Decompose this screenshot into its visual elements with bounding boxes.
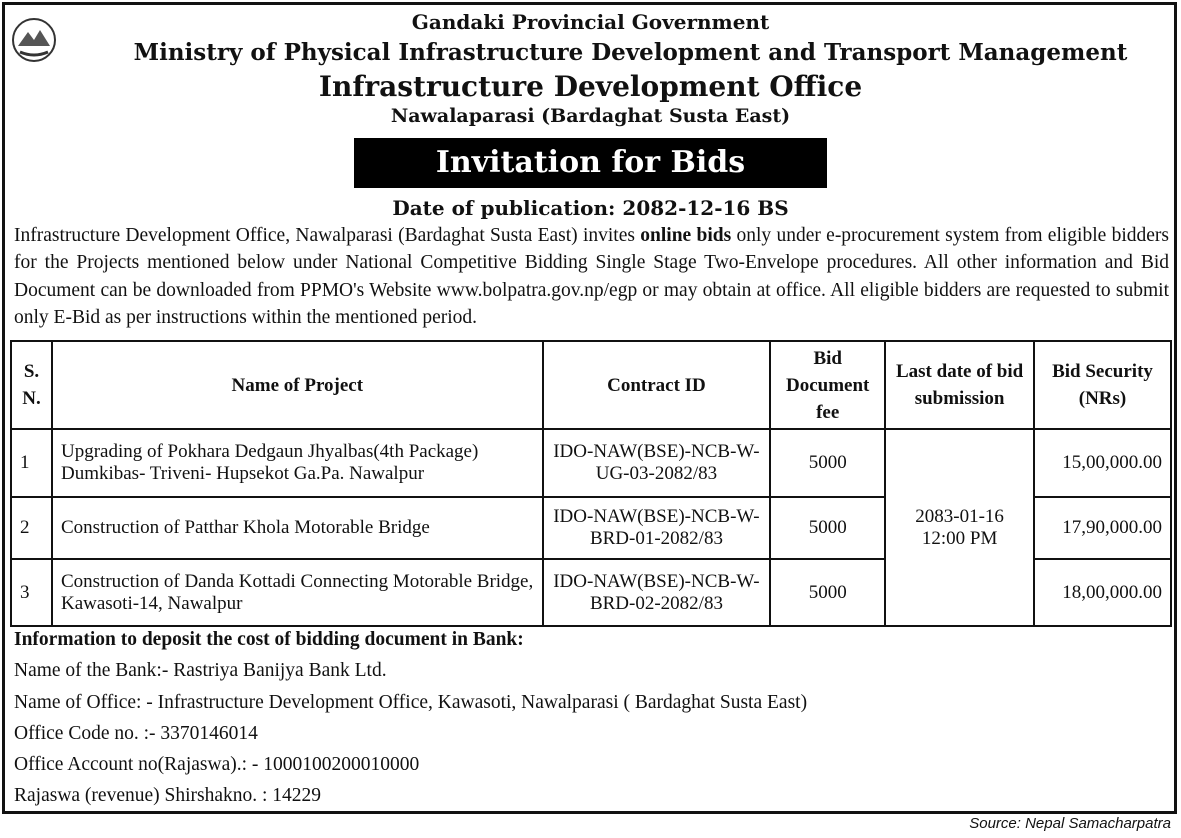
header-project: Name of Project: [52, 341, 543, 429]
last-date: 2083-01-16: [915, 505, 1004, 527]
office-name: Infrastructure Development Office: [318, 70, 863, 103]
office-name-line: Name of Office: - Infrastructure Development Office, Kawasoti, Nawalparasi ( Bardaghat Susta East): [14, 691, 808, 713]
row-contract-id: IDO-NAW(BSE)-NCB-W-BRD-02-2082/83: [543, 559, 771, 626]
government-name: Gandaki Provincial Government: [411, 10, 770, 34]
row-fee: 5000: [770, 429, 885, 497]
bank-name: Name of the Bank:- Rastriya Banijya Bank Ltd.: [14, 660, 387, 682]
header-security: Bid Security (NRs): [1034, 341, 1171, 429]
ministry-name: Ministry of Physical Infrastructure Development and Transport Management: [133, 39, 1128, 66]
row-fee: 5000: [770, 559, 885, 626]
row-security: 17,90,000.00: [1034, 497, 1171, 559]
row-sn: 1: [11, 429, 52, 497]
intro-text-rest: only under e-procurement system from eligible bidders for the Projects mentioned below under National Competitive Bidding Single Stage Two-Envelope procedures. All other information and Bid Document can be downloaded from PPMO's Website www.bolpatra.gov.np/egp or may obtain at office. All eligible bidders are requested to submit only E-Bid as per instructions within the mentioned period.: [14, 225, 1169, 328]
intro-bold: online bids: [640, 225, 732, 246]
intro-text: Infrastructure Development Office, Nawalparasi (Bardaghat Susta East) invites: [14, 225, 641, 246]
row-contract-id: IDO-NAW(BSE)-NCB-W-BRD-01-2082/83: [543, 497, 771, 559]
account-number: Office Account no(Rajaswa).: - 1000100200010000: [14, 754, 420, 776]
row-project: Construction of Danda Kottadi Connecting Motorable Bridge, Kawasoti-14, Nawalpur: [52, 559, 543, 626]
last-date-cell: [885, 429, 1034, 626]
row-project: Construction of Patthar Khola Motorable Bridge: [52, 497, 543, 559]
table-header-row: [11, 341, 1171, 429]
header-sn: S. N.: [11, 341, 52, 429]
header-contract-id: Contract ID: [543, 341, 771, 429]
last-time: 12:00 PM: [921, 527, 998, 549]
row-security: 18,00,000.00: [1034, 559, 1171, 626]
row-project: Upgrading of Pokhara Dedgaun Jhyalbas(4th Package) Dumkibas- Triveni- Hupsekot Ga.Pa. Nawalpur: [52, 429, 543, 497]
row-fee: 5000: [770, 497, 885, 559]
revenue-heading: Rajaswa (revenue) Shirshakno. : 14229: [14, 785, 322, 807]
row-contract-id: IDO-NAW(BSE)-NCB-W-UG-03-2082/83: [543, 429, 771, 497]
office-code: Office Code no. :- 3370146014: [14, 722, 258, 744]
projects-table: [10, 340, 1172, 627]
publication-date: Date of publication: 2082-12-16 BS: [392, 196, 789, 220]
intro-paragraph: [14, 222, 1169, 331]
table-row: [11, 429, 1171, 497]
bank-info: [14, 624, 807, 812]
row-sn: 3: [11, 559, 52, 626]
header-fee: Bid Document fee: [770, 341, 885, 429]
row-security: 15,00,000.00: [1034, 429, 1171, 497]
notice-title-banner: Invitation for Bids: [354, 138, 827, 188]
row-sn: 2: [11, 497, 52, 559]
office-location: Nawalaparasi (Bardaghat Susta East): [390, 105, 791, 127]
source-credit: Source: Nepal Samacharpatra: [969, 815, 1171, 832]
bank-info-title: Information to deposit the cost of bidding document in Bank:: [14, 629, 524, 650]
header-last-date: Last date of bid submission: [885, 341, 1034, 429]
